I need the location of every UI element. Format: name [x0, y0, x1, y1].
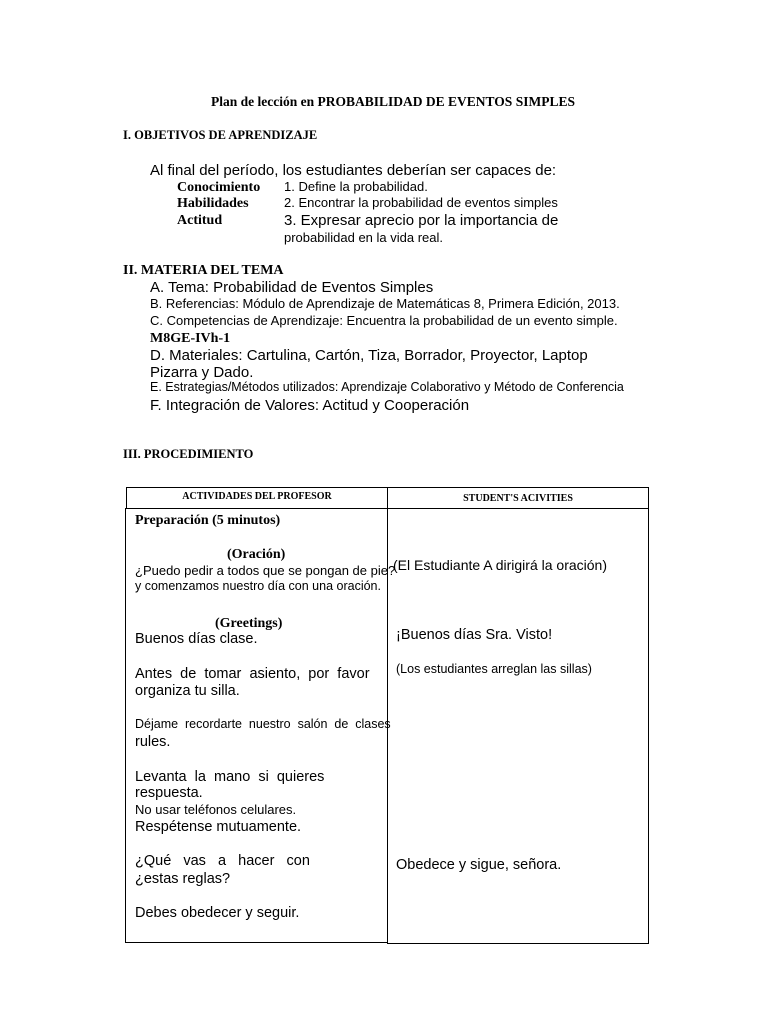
rules-question-line2: ¿estas reglas?	[135, 871, 231, 887]
student-activities-cell	[387, 508, 649, 944]
table-header-student	[387, 487, 649, 509]
objective-text-skills: 2. Encontrar la probabilidad de eventos simples	[284, 195, 558, 210]
student-greeting-response: ¡Buenos días Sra. Visto!	[396, 627, 553, 643]
subject-values: F. Integración de Valores: Actitud y Cooperación	[150, 397, 470, 414]
prayer-request-line1: ¿Puedo pedir a todos que se pongan de pie?	[135, 563, 396, 578]
student-chairs-response: (Los estudiantes arreglan las sillas)	[396, 662, 592, 676]
rules-reminder-line2: rules.	[135, 734, 171, 750]
subject-strategies: E. Estrategias/Métodos utilizados: Aprendizaje Colaborativo y Método de Conferencia	[150, 380, 624, 394]
objective-label-skills: Habilidades	[177, 196, 249, 211]
subject-references: B. Referencias: Módulo de Aprendizaje de Matemáticas 8, Primera Edición, 2013.	[150, 296, 620, 311]
table-header-student-label: STUDENT'S ACIVITIES	[463, 493, 573, 504]
rule-no-phones: No usar teléfonos celulares.	[135, 802, 297, 817]
subject-materials: D. Materiales: Cartulina, Cartón, Tiza, Borrador, Proyector, Laptop	[150, 347, 588, 364]
rules-reminder-line1: Déjame recordarte nuestro salón de clases	[135, 717, 391, 731]
must-obey-statement: Debes obedecer y seguir.	[135, 905, 300, 921]
student-prayer-response: (El Estudiante A dirigirá la oración)	[393, 557, 607, 573]
competency-code: M8GE-IVh-1	[150, 331, 231, 346]
table-header-teacher	[126, 487, 388, 509]
prayer-request-line2: y comenzamos nuestro día con una oración.	[135, 579, 381, 593]
subject-materials-cont: Pizarra y Dado.	[150, 364, 254, 381]
section-heading-objectives: I. OBJETIVOS DE APRENDIZAJE	[123, 128, 318, 142]
teacher-greeting: Buenos días clase.	[135, 631, 258, 647]
objective-text-attitude: 3. Expresar aprecio por la importancia de	[284, 212, 559, 229]
student-obey-response: Obedece y sigue, señora.	[396, 857, 562, 873]
seat-instruction-line1: Antes de tomar asiento, por favor	[135, 666, 370, 682]
objective-text-attitude-cont: probabilidad en la vida real.	[284, 230, 443, 245]
section-heading-procedure: III. PROCEDIMIENTO	[123, 447, 254, 461]
objective-text-knowledge: 1. Define la probabilidad.	[284, 179, 428, 194]
table-header-teacher-label: ACTIVIDADES DEL PROFESOR	[182, 491, 332, 502]
document-title: Plan de lección en PROBABILIDAD DE EVENTOS SIMPLES	[211, 94, 575, 109]
rule-raise-hand-line1: Levanta la mano si quieres	[135, 769, 325, 785]
preparation-heading: Preparación (5 minutos)	[135, 513, 281, 528]
rule-respect: Respétense mutuamente.	[135, 819, 302, 835]
objectives-intro: Al final del período, los estudiantes deberían ser capaces de:	[150, 162, 557, 179]
greetings-heading: (Greetings)	[215, 616, 283, 631]
objective-label-knowledge: Conocimiento	[177, 180, 261, 195]
rule-raise-hand-line2: respuesta.	[135, 785, 203, 801]
objective-label-attitude: Actitud	[177, 213, 223, 228]
prayer-heading: (Oración)	[227, 547, 286, 562]
subject-competencies: C. Competencias de Aprendizaje: Encuentra la probabilidad de un evento simple.	[150, 313, 618, 328]
seat-instruction-line2: organiza tu silla.	[135, 683, 240, 699]
subject-topic: A. Tema: Probabilidad de Eventos Simples	[150, 279, 434, 296]
rules-question-line1: ¿Qué vas a hacer con	[135, 853, 310, 869]
section-heading-subject-matter: II. MATERIA DEL TEMA	[123, 263, 284, 278]
